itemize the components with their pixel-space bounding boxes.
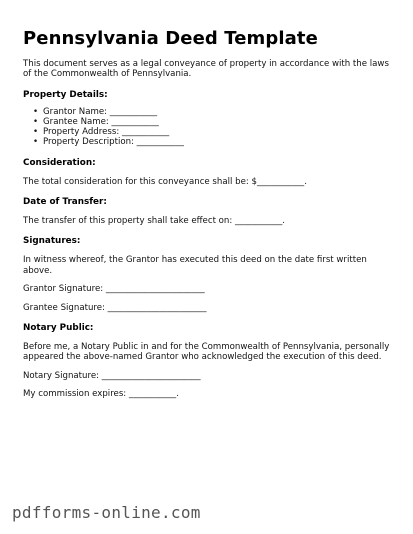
notary-heading: Notary Public: bbox=[23, 323, 94, 334]
grantor-signature-line: Grantor Signature: _______________________ bbox=[23, 284, 205, 295]
intro-paragraph: This document serves as a legal conveyance of property in accordance with the laws of the Commonwealth of Pennsylvania. bbox=[23, 59, 389, 80]
deed-document bbox=[23, 28, 393, 400]
document-title: Pennsylvania Deed Template bbox=[23, 28, 318, 49]
grantor-name-field: Grantor Name: ___________ bbox=[43, 106, 158, 117]
list-item bbox=[33, 106, 393, 117]
commission-expiry-line: My commission expires: ___________. bbox=[23, 389, 179, 400]
consideration-heading: Consideration: bbox=[23, 157, 96, 168]
bullet-icon: • bbox=[33, 137, 39, 148]
list-item bbox=[33, 137, 393, 148]
bullet-icon: • bbox=[33, 117, 39, 128]
property-details-heading: Property Details: bbox=[23, 89, 108, 100]
property-address-field: Property Address: ___________ bbox=[43, 127, 170, 138]
date-of-transfer-text: The transfer of this property shall take effect on: ___________. bbox=[23, 216, 286, 227]
property-details-list bbox=[23, 107, 393, 148]
notary-signature-line: Notary Signature: _______________________ bbox=[23, 370, 201, 381]
property-description-field: Property Description: ___________ bbox=[43, 137, 184, 148]
site-watermark: pdfforms-online.com bbox=[12, 503, 201, 522]
consideration-text: The total consideration for this conveyance shall be: $___________. bbox=[23, 176, 307, 187]
notary-text: Before me, a Notary Public in and for the Commonwealth of Pennsylvania, personally appeared the above-named Grantor who acknowledged the execution of this deed. bbox=[23, 342, 390, 363]
grantee-signature-line: Grantee Signature: _______________________ bbox=[23, 302, 207, 313]
bullet-icon: • bbox=[33, 127, 39, 138]
grantee-name-field: Grantee Name: ___________ bbox=[43, 117, 159, 128]
signatures-heading: Signatures: bbox=[23, 236, 81, 247]
witness-text: In witness whereof, the Grantor has executed this deed on the date first written above. bbox=[23, 255, 367, 276]
date-of-transfer-heading: Date of Transfer: bbox=[23, 197, 107, 208]
list-item bbox=[33, 127, 393, 138]
bullet-icon: • bbox=[33, 106, 39, 117]
list-item bbox=[33, 117, 393, 128]
